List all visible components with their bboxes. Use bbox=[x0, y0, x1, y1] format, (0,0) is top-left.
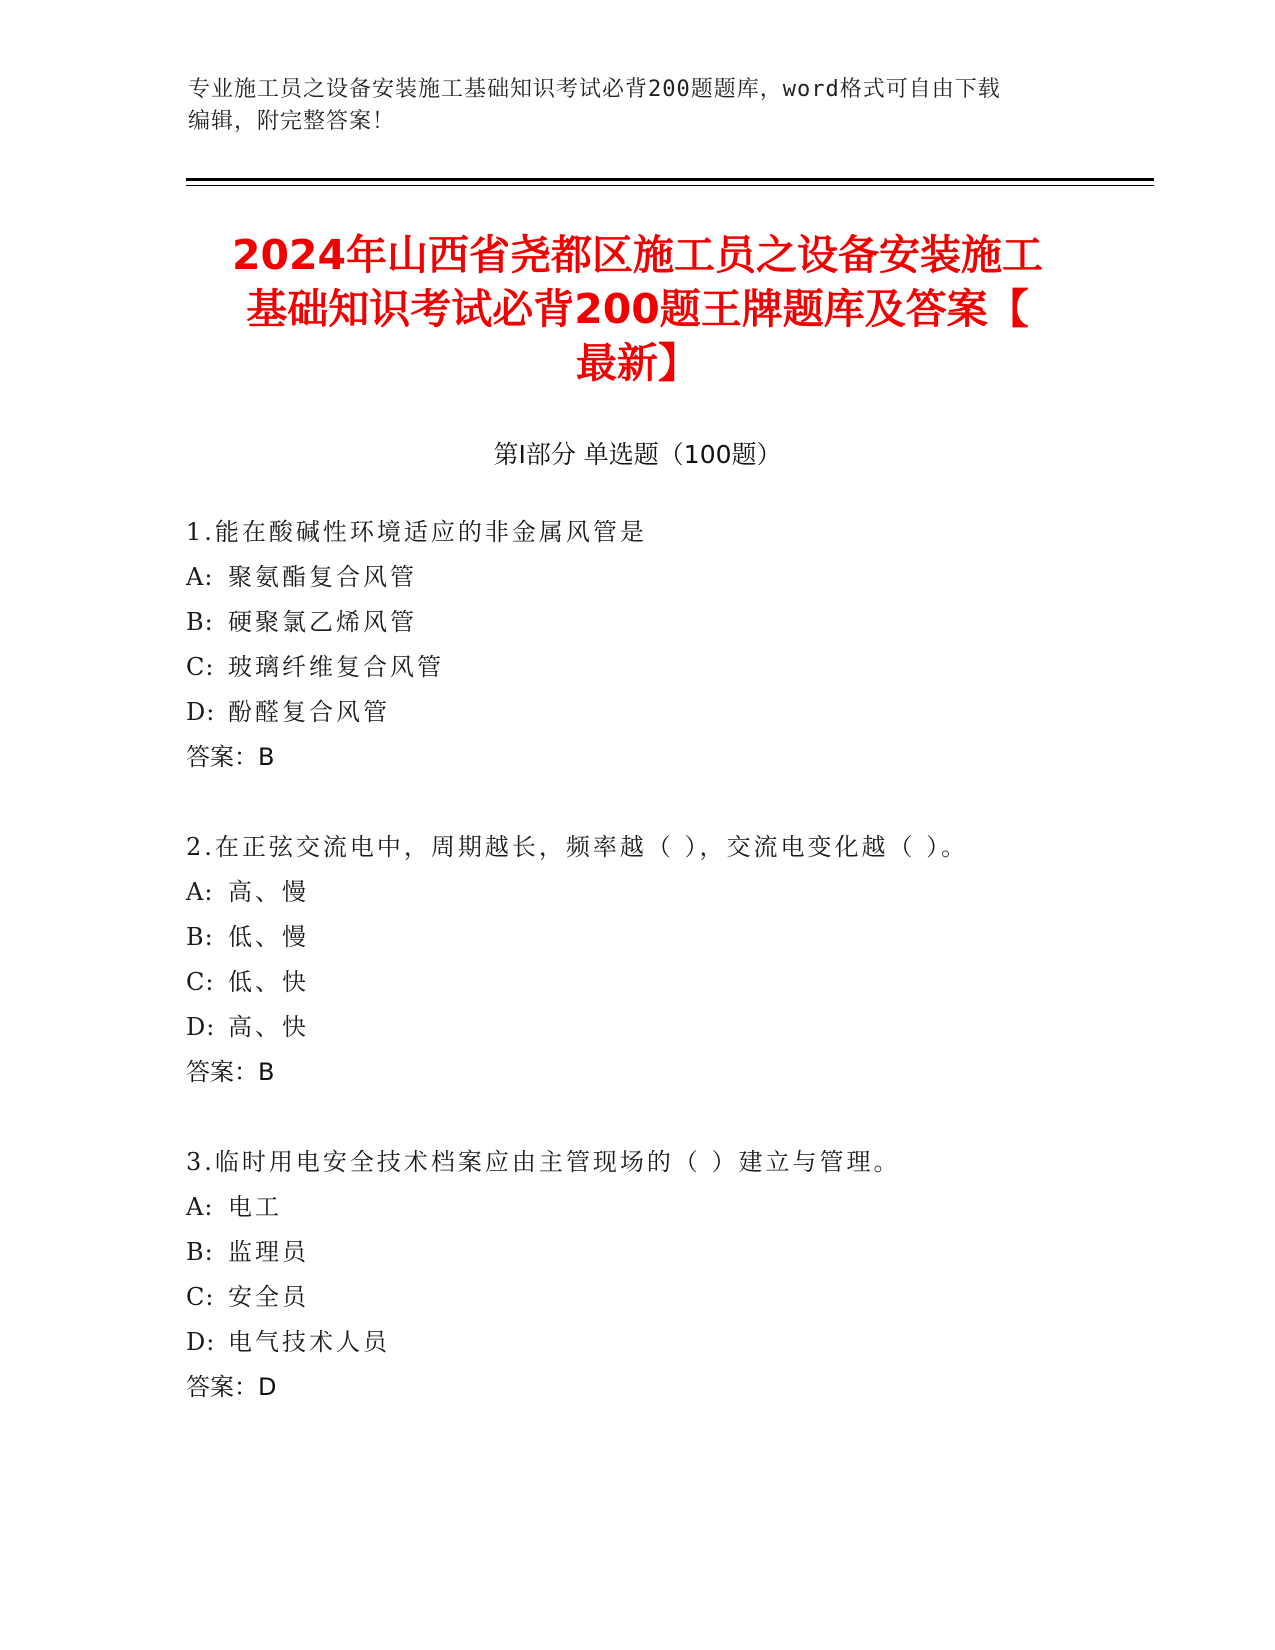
section-heading: 第Ⅰ部分 单选题（100题） bbox=[493, 440, 782, 469]
option-text: 电工 bbox=[228, 1193, 282, 1221]
option-c bbox=[186, 645, 1186, 690]
option-letter: A: bbox=[186, 1193, 214, 1221]
option-text: 监理员 bbox=[228, 1238, 309, 1266]
option-text: 高、慢 bbox=[228, 878, 309, 906]
option-d bbox=[186, 1005, 1186, 1050]
option-letter: C: bbox=[186, 653, 215, 681]
option-c bbox=[186, 960, 1186, 1005]
option-letter: D: bbox=[186, 1013, 216, 1041]
option-a bbox=[186, 870, 1186, 915]
option-letter: B: bbox=[186, 608, 214, 636]
option-text: 玻璃纤维复合风管 bbox=[228, 653, 444, 681]
option-text: 安全员 bbox=[228, 1283, 309, 1311]
option-text: 聚氨酯复合风管 bbox=[228, 563, 417, 591]
option-c bbox=[186, 1275, 1186, 1320]
question-stem: 1.能在酸碱性环境适应的非金属风管是 bbox=[186, 518, 647, 546]
document-title-line-2: 基础知识考试必背200题王牌题库及答案【 bbox=[246, 285, 1029, 333]
option-d bbox=[186, 1320, 1186, 1365]
option-a bbox=[186, 555, 1186, 600]
question-1 bbox=[186, 510, 1186, 780]
document-title-line-1: 2024年山西省尧都区施工员之设备安装施工 bbox=[231, 231, 1044, 279]
option-d bbox=[186, 690, 1186, 735]
option-letter: B: bbox=[186, 1238, 214, 1266]
answer-line: 答案：B bbox=[186, 1058, 275, 1086]
question-2 bbox=[186, 825, 1186, 1095]
answer-line: 答案：D bbox=[186, 1373, 277, 1401]
document-title-line-3: 最新】 bbox=[576, 339, 699, 387]
option-text: 硬聚氯乙烯风管 bbox=[228, 608, 417, 636]
option-letter: A: bbox=[186, 878, 214, 906]
question-stem: 3.临时用电安全技术档案应由主管现场的（ ）建立与管理。 bbox=[186, 1148, 901, 1176]
header-note-line-2: 编辑，附完整答案！ bbox=[188, 109, 396, 134]
option-a bbox=[186, 1185, 1186, 1230]
document-title bbox=[150, 228, 1125, 390]
option-text: 酚醛复合风管 bbox=[228, 698, 390, 726]
option-text: 低、快 bbox=[228, 968, 309, 996]
option-text: 低、慢 bbox=[228, 923, 309, 951]
question-stem: 2.在正弦交流电中，周期越长，频率越（ ），交流电变化越（ ）。 bbox=[186, 833, 969, 861]
option-letter: A: bbox=[186, 563, 214, 591]
option-letter: C: bbox=[186, 1283, 215, 1311]
option-letter: D: bbox=[186, 698, 216, 726]
option-text: 电气技术人员 bbox=[228, 1328, 390, 1356]
answer-line: 答案：B bbox=[186, 743, 275, 771]
option-letter: B: bbox=[186, 923, 214, 951]
option-text: 高、快 bbox=[228, 1013, 309, 1041]
option-b bbox=[186, 915, 1186, 960]
option-letter: D: bbox=[186, 1328, 216, 1356]
header-rule-thick bbox=[186, 178, 1154, 181]
option-b bbox=[186, 1230, 1186, 1275]
option-b bbox=[186, 600, 1186, 645]
option-letter: C: bbox=[186, 968, 215, 996]
question-3 bbox=[186, 1140, 1186, 1410]
header-rule-thin bbox=[186, 185, 1154, 186]
header-note-line-1: 专业施工员之设备安装施工基础知识考试必背200题题库，word格式可自由下载 bbox=[188, 77, 1001, 102]
header-note bbox=[188, 74, 1088, 138]
